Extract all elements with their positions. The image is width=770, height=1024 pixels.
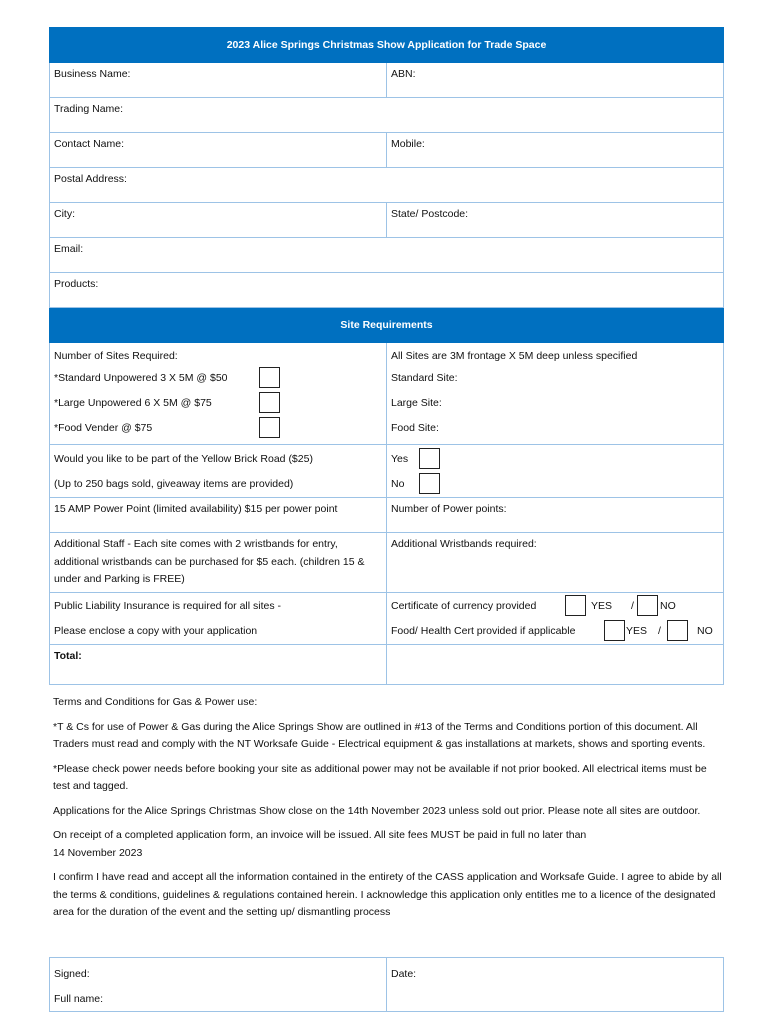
food-yes-checkbox[interactable] bbox=[604, 620, 625, 641]
enclose-label: Please enclose a copy with your application bbox=[54, 624, 258, 637]
yellow-brick-road-question: Would you like to be part of the Yellow Brick Road ($25) bbox=[54, 452, 313, 465]
terms-paragraph-invoice bbox=[53, 827, 723, 862]
contact-name-label: Contact Name: bbox=[54, 138, 125, 150]
terms-paragraph-confirmation: I confirm I have read and accept all the information contained in the entirety of the CASS application and Worksafe Guide. I agree to abide by all the terms & conditions, guidelines & regulations contained herein. I acknowledge this application only entitles me to a licence of the designated area for the duration of the event and the setting up/ dismantling process bbox=[53, 871, 722, 918]
terms-heading: Terms and Conditions for Gas & Power use: bbox=[53, 696, 258, 708]
date-label: Date: bbox=[391, 967, 417, 980]
trader-details-table bbox=[49, 27, 724, 685]
abn-label: ABN: bbox=[391, 68, 416, 80]
email-label: Email: bbox=[54, 243, 84, 255]
ybr-no-label: No bbox=[391, 477, 405, 490]
signature-block bbox=[49, 957, 723, 1012]
power-point-label: 15 AMP Power Point (limited availability) $15 per power point bbox=[54, 503, 338, 515]
city-field[interactable] bbox=[50, 203, 387, 238]
form-title: 2023 Alice Springs Christmas Show Application for Trade Space bbox=[50, 28, 724, 63]
power-points-field[interactable] bbox=[387, 498, 724, 533]
standard-site-input[interactable]: Standard Site: bbox=[391, 371, 458, 384]
signature-table bbox=[49, 957, 724, 1012]
ybr-yes-label: Yes bbox=[391, 452, 409, 465]
power-point-cell bbox=[50, 498, 387, 533]
food-site-input[interactable]: Food Site: bbox=[391, 421, 439, 434]
liability-cell bbox=[50, 593, 387, 645]
certificates-cell bbox=[387, 593, 724, 645]
power-points-label: Number of Power points: bbox=[391, 503, 507, 515]
food-yes-label: YES bbox=[626, 624, 648, 637]
terms-paragraph-close-date: Applications for the Alice Springs Christmas Show close on the 14th November 2023 unless sold out prior. Please note all sites are outdoor. bbox=[53, 804, 701, 817]
cert-no-checkbox[interactable] bbox=[637, 595, 658, 616]
cert-no-label: NO bbox=[660, 599, 676, 612]
postal-address-field[interactable] bbox=[50, 168, 724, 203]
standard-site-checkbox[interactable] bbox=[259, 367, 280, 388]
state-postcode-label: State/ Postcode: bbox=[391, 208, 469, 220]
signature-field[interactable] bbox=[50, 958, 387, 1012]
large-site-input[interactable]: Large Site: bbox=[391, 396, 442, 409]
abn-field[interactable] bbox=[387, 63, 724, 98]
business-name-field[interactable] bbox=[50, 63, 387, 98]
trading-name-field[interactable] bbox=[50, 98, 724, 133]
standard-site-option: *Standard Unpowered 3 X 5M @ $50 bbox=[54, 371, 228, 384]
food-slash: / bbox=[658, 624, 661, 637]
contact-name-field[interactable] bbox=[50, 133, 387, 168]
additional-wristbands-label: Additional Wristbands required: bbox=[391, 538, 537, 550]
food-cert-label: Food/ Health Cert provided if applicable bbox=[391, 624, 576, 637]
terms-section bbox=[53, 694, 723, 929]
mobile-field[interactable] bbox=[387, 133, 724, 168]
total-field[interactable] bbox=[387, 645, 724, 685]
date-field[interactable] bbox=[387, 958, 724, 1012]
ybr-yes-checkbox[interactable] bbox=[419, 448, 440, 469]
additional-wristbands-field[interactable] bbox=[387, 533, 724, 593]
postal-address-label: Postal Address: bbox=[54, 173, 127, 185]
num-sites-label: Number of Sites Required: bbox=[54, 349, 178, 362]
all-sites-note: All Sites are 3M frontage X 5M deep unless specified bbox=[391, 349, 638, 362]
city-label: City: bbox=[54, 208, 75, 220]
food-vender-option: *Food Vender @ $75 bbox=[54, 421, 153, 434]
site-requirements-header: Site Requirements bbox=[50, 308, 724, 343]
terms-paragraph-power-gas: *T & Cs for use of Power & Gas during the Alice Springs Show are outlined in #13 of the Terms and Conditions portion of this document. All Traders must read and comply with the NT Worksafe Guide - Electrical equipment & gas installations at markets, shows and sporting events. bbox=[53, 720, 706, 750]
yellow-brick-road-cell bbox=[50, 445, 387, 498]
site-options-cell bbox=[50, 343, 387, 445]
cert-slash: / bbox=[631, 599, 634, 612]
state-postcode-field[interactable] bbox=[387, 203, 724, 238]
invoice-text: On receipt of a completed application form, an invoice will be issued. All site fees MUST be paid in full no later than bbox=[53, 829, 587, 841]
full-name-label: Full name: bbox=[54, 992, 104, 1005]
terms-paragraph-power-check: *Please check power needs before booking your site as additional power may not be available if not prior booked. All electrical items must be test and tagged. bbox=[53, 762, 707, 792]
trading-name-label: Trading Name: bbox=[54, 103, 124, 115]
business-name-label: Business Name: bbox=[54, 68, 131, 80]
application-form bbox=[49, 27, 723, 685]
large-site-checkbox[interactable] bbox=[259, 392, 280, 413]
products-label: Products: bbox=[54, 278, 99, 290]
liability-label: Public Liability Insurance is required for all sites - bbox=[54, 599, 282, 612]
food-vender-checkbox[interactable] bbox=[259, 417, 280, 438]
cert-currency-label: Certificate of currency provided bbox=[391, 599, 537, 612]
ybr-no-checkbox[interactable] bbox=[419, 473, 440, 494]
email-field[interactable] bbox=[50, 238, 724, 273]
mobile-label: Mobile: bbox=[391, 138, 425, 150]
cert-yes-checkbox[interactable] bbox=[565, 595, 586, 616]
food-no-label: NO bbox=[697, 624, 713, 637]
yellow-brick-road-note: (Up to 250 bags sold, giveaway items are provided) bbox=[54, 477, 294, 490]
site-quantities-cell bbox=[387, 343, 724, 445]
additional-staff-cell: Additional Staff - Each site comes with 2 wristbands for entry, additional wristbands can be purchased for $5 each. (children 15 & under and Parking is FREE) bbox=[50, 533, 387, 593]
products-field[interactable] bbox=[50, 273, 724, 308]
invoice-deadline: 14 November 2023 bbox=[53, 846, 143, 859]
yellow-brick-road-answer-cell bbox=[387, 445, 724, 498]
total-label: Total: bbox=[50, 645, 387, 685]
large-site-option: *Large Unpowered 6 X 5M @ $75 bbox=[54, 396, 212, 409]
signed-label: Signed: bbox=[54, 967, 90, 980]
cert-yes-label: YES bbox=[591, 599, 613, 612]
food-no-checkbox[interactable] bbox=[667, 620, 688, 641]
